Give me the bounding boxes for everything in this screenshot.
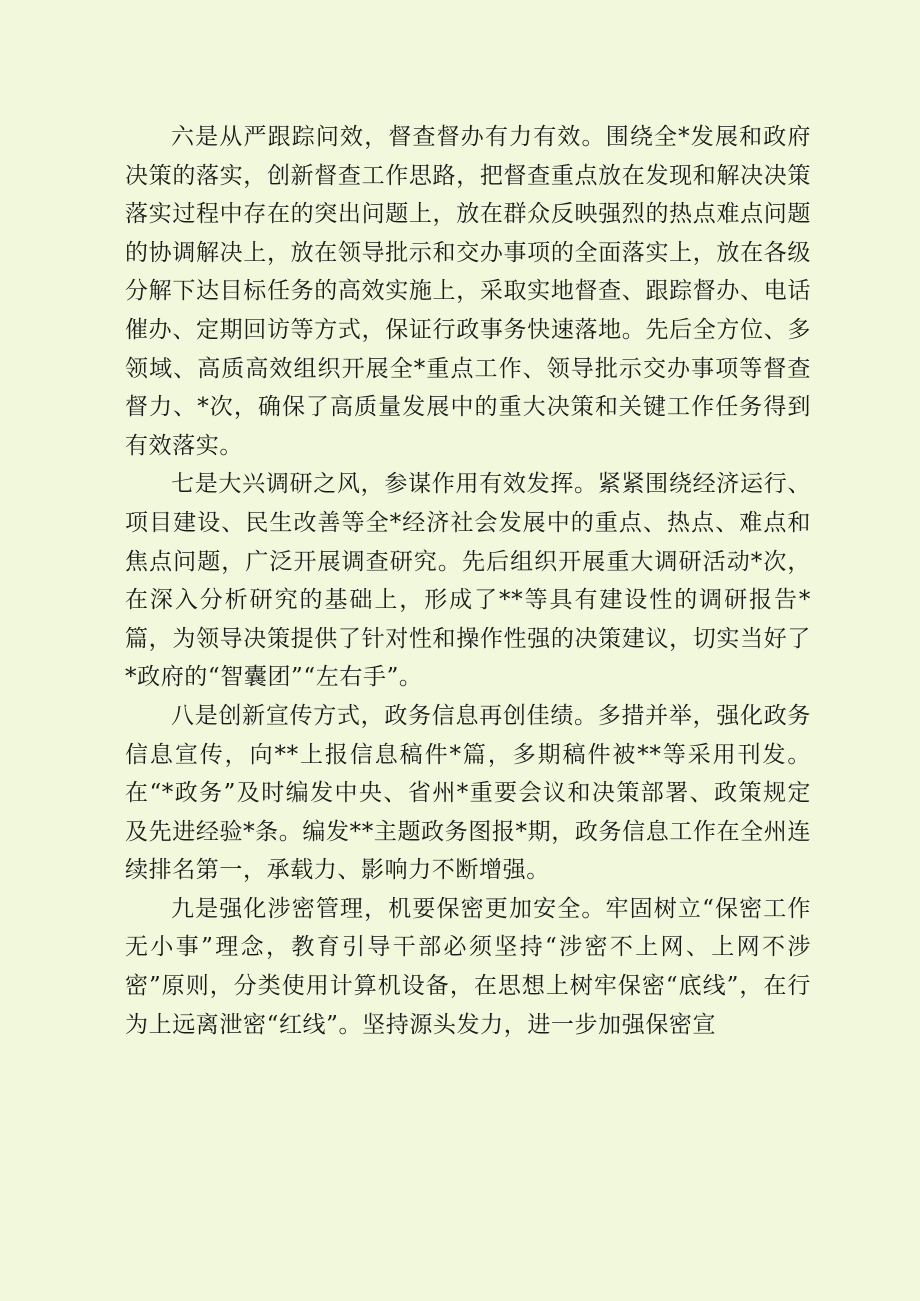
- paragraph-7-research: 七是大兴调研之风，参谋作用有效发挥。紧紧围绕经济运行、项目建设、民生改善等全*经济社会发展中的重点、热点、难点和焦点问题，广泛开展调查研究。先后组织开展重大调研活动*次，在深入分析研究的基础上，形成了**等具有建设性的调研报告*篇，为领导决策提供了针对性和操作性强的决策建议，切实当好了*政府的“智囊团”“左右手”。: [125, 471, 811, 691]
- document-page: [125, 118, 811, 1044]
- paragraph-8-publicity: 八是创新宣传方式，政务信息再创佳绩。多措并举，强化政务信息宣传，向**上报信息稿件*篇，多期稿件被**等采用刊发。在“*政务”及时编发中央、省州*重要会议和决策部署、政策规定及先进经验*条。编发**主题政务图报*期，政务信息工作在全州连续排名第一，承载力、影响力不断增强。: [125, 702, 811, 884]
- paragraph-6-supervision: 六是从严跟踪问效，督查督办有力有效。围绕全*发展和政府决策的落实，创新督查工作思路，把督查重点放在发现和解决决策落实过程中存在的突出问题上，放在群众反映强烈的热点难点问题的协调解决上，放在领导批示和交办事项的全面落实上，放在各级分解下达目标任务的高效实施上，采取实地督查、跟踪督办、电话催办、定期回访等方式，保证行政事务快速落地。先后全方位、多领域、高质高效组织开展全*重点工作、领导批示交办事项等督查督力、*次，确保了高质量发展中的重大决策和关键工作任务得到有效落实。: [125, 124, 811, 459]
- paragraph-9-confidentiality: 九是强化涉密管理，机要保密更加安全。牢固树立“保密工作无小事”理念，教育引导干部必须坚持“涉密不上网、上网不涉密”原则，分类使用计算机设备，在思想上树牢保密“底线”，在行为上远离泄密“红线”。坚持源头发力，进一步加强保密宣: [125, 895, 811, 1038]
